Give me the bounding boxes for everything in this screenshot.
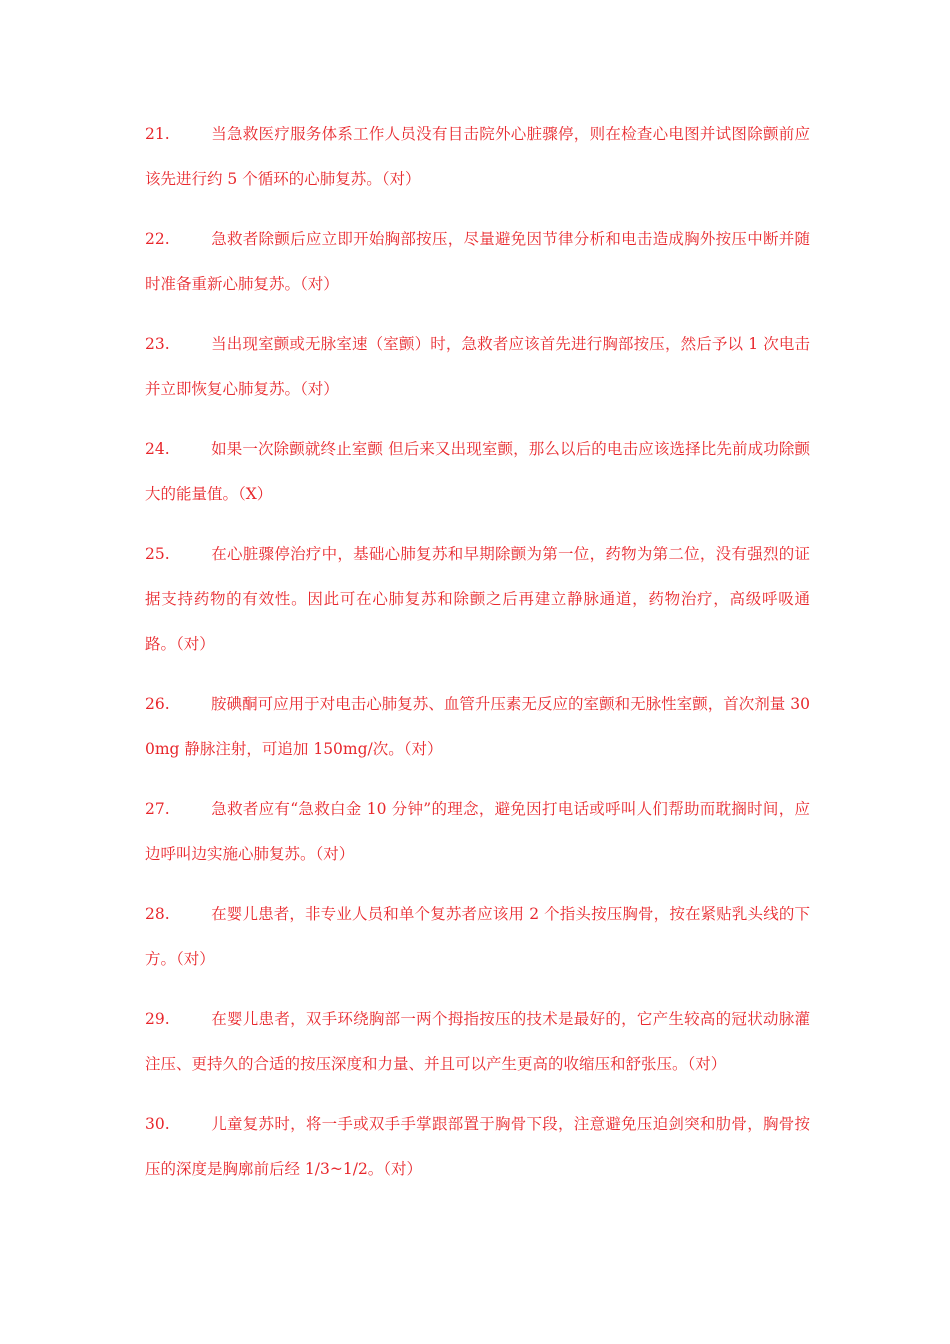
question-number: 30. xyxy=(145,1115,170,1133)
question-text: 在婴儿患者，双手环绕胸部一两个拇指按压的技术是最好的，它产生较高的冠状动脉灌注压、更持久的合适的按压深度和力量、并且可以产生更高的收缩压和舒张压。（对） xyxy=(145,1010,810,1073)
question-item-21 xyxy=(145,112,810,202)
question-item-22 xyxy=(145,217,810,307)
question-text: 在心脏骤停治疗中，基础心肺复苏和早期除颤为第一位，药物为第二位，没有强烈的证据支持药物的有效性。因此可在心肺复苏和除颤之后再建立静脉通道，药物治疗，高级呼吸通路。（对） xyxy=(145,545,810,653)
question-number: 29. xyxy=(145,1010,170,1028)
question-item-24 xyxy=(145,427,810,517)
question-text: 儿童复苏时，将一手或双手手掌跟部置于胸骨下段，注意避免压迫剑突和肋骨，胸骨按压的深度是胸廓前后经 1/3~1/2。（对） xyxy=(145,1115,810,1178)
question-number: 23. xyxy=(145,335,170,353)
question-item-25 xyxy=(145,532,810,667)
question-text: 当急救医疗服务体系工作人员没有目击院外心脏骤停，则在检查心电图并试图除颤前应该先进行约 5 个循环的心肺复苏。（对） xyxy=(145,125,810,188)
question-item-30 xyxy=(145,1102,810,1192)
question-text: 当出现室颤或无脉室速（室颤）时，急救者应该首先进行胸部按压，然后予以 1 次电击并立即恢复心肺复苏。（对） xyxy=(145,335,810,398)
question-number: 28. xyxy=(145,905,170,923)
question-list xyxy=(145,112,810,1207)
question-item-26 xyxy=(145,682,810,772)
question-item-28 xyxy=(145,892,810,982)
question-text: 胺碘酮可应用于对电击心肺复苏、血管升压素无反应的室颤和无脉性室颤，首次剂量 300mg 静脉注射，可追加 150mg/次。（对） xyxy=(145,695,810,758)
question-text: 在婴儿患者，非专业人员和单个复苏者应该用 2 个指头按压胸骨，按在紧贴乳头线的下方。（对） xyxy=(145,905,810,968)
question-number: 22. xyxy=(145,230,170,248)
question-number: 21. xyxy=(145,125,170,143)
question-number: 27. xyxy=(145,800,170,818)
question-number: 25. xyxy=(145,545,170,563)
question-text: 急救者应有“急救白金 10 分钟”的理念，避免因打电话或呼叫人们帮助而耽搁时间，应边呼叫边实施心肺复苏。（对） xyxy=(145,800,810,863)
question-text: 如果一次除颤就终止室颤 但后来又出现室颤，那么以后的电击应该选择比先前成功除颤大的能量值。（X） xyxy=(145,440,810,503)
question-item-27 xyxy=(145,787,810,877)
question-item-29 xyxy=(145,997,810,1087)
question-item-23 xyxy=(145,322,810,412)
question-number: 26. xyxy=(145,695,170,713)
question-text: 急救者除颤后应立即开始胸部按压，尽量避免因节律分析和电击造成胸外按压中断并随时准备重新心肺复苏。（对） xyxy=(145,230,810,293)
question-number: 24. xyxy=(145,440,170,458)
